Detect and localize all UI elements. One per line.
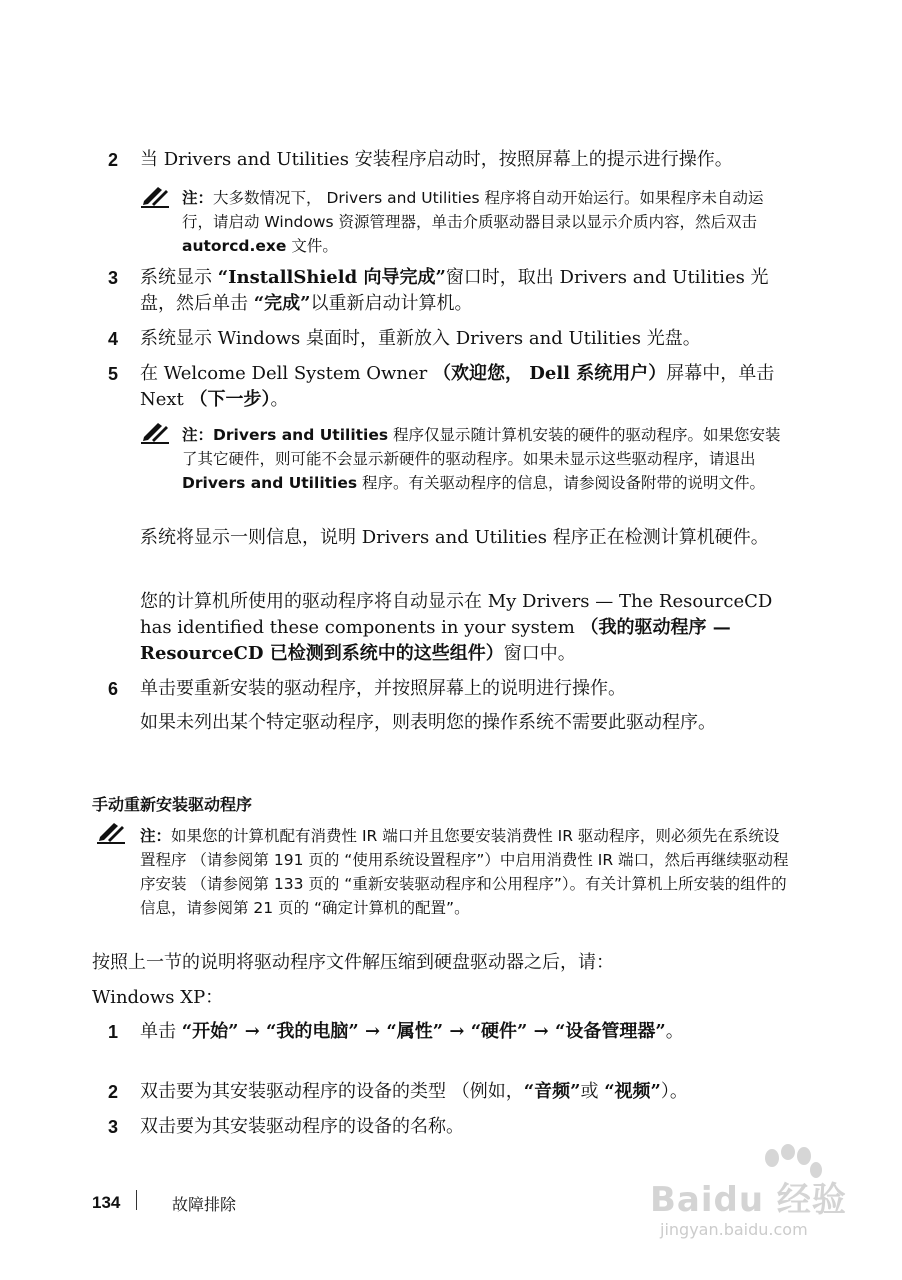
text: 屏幕中，单击 Next [140,363,775,410]
text: 窗口时，取出 Drivers and Utilities 光盘，然后单击 [140,267,769,314]
text: 双击要为其安装驱动程序的设备的类型 （例如， [140,1081,524,1102]
note-pencil-icon [140,186,170,208]
note-step-5 [182,423,792,495]
note-step-2 [182,186,792,258]
note-filename: autorcd.exe [182,237,287,255]
step-number: 3 [108,268,119,288]
text: 以重新启动计算机。 [310,293,473,314]
xp-step-3: 双击要为其安装驱动程序的设备的名称。 [140,1116,464,1137]
note-label: 注： [182,426,214,444]
note-text: 如果您的计算机配有消费性 IR 端口并且您要安装消费性 IR 驱动程序，则必须先在系统设置程序 （请参阅第 191 页的 “使用系统设置程序”）中启用消费性 IR 端口，然后再继续驱动程序安装 （请参阅第 133 页的 “重新安装驱动程序和公用程序”）。有关计算机上所安装的组件的信息，请参阅第 21 页的 “确定计算机的配置”。 [140,827,789,917]
note-text: 程序仅显示随计算机安装的硬件的驱动程序。如果您安装了其它硬件，则可能不会显示新硬件的驱动程序。如果未显示这些驱动程序，请退出 [182,426,781,468]
text: 窗口中。 [503,643,576,664]
step-number: 1 [108,1022,119,1042]
text: 。 [665,1021,684,1042]
text: 。 [270,389,289,410]
text: ）。 [660,1081,688,1102]
watermark [640,1140,860,1270]
footer-divider [136,1190,137,1210]
step-3-text [140,265,800,317]
xp-step-1 [140,1019,780,1045]
step-5-paragraph-1: 系统将显示一则信息，说明 Drivers and Utilities 程序正在检测计算机硬件。 [140,527,769,548]
note-text: 大多数情况下， Drivers and Utilities 程序将自动开始运行。如果程序未自动运行，请启动 Windows 资源管理器，单击介质驱动器目录以显示介质内容，然后双击 [182,189,764,231]
bold-text: （我的驱动程序 — ResourceCD 已检测到系统中的这些组件） [140,617,731,664]
text: 系统显示 [140,267,218,288]
note-text: 程序。有关驱动程序的信息，请参阅设备附带的说明文件。 [357,474,766,492]
bold-text: Drivers and Utilities [213,426,389,444]
bold-text: “InstallShield 向导完成” [217,267,446,288]
os-label: Windows XP： [92,987,224,1008]
step-number: 5 [108,364,119,384]
step-5-paragraph-2 [140,589,790,667]
page-number: 134 [92,1193,121,1212]
step-number: 6 [108,679,119,699]
step-2-text: 当 Drivers and Utilities 安装程序启动时，按照屏幕上的提示进行操作。 [140,149,733,170]
step-number: 3 [108,1117,119,1137]
footer-section-title: 故障排除 [172,1195,237,1214]
step-5-text [140,361,800,413]
note-manual [140,824,790,920]
bold-text: （下一步） [189,389,271,410]
step-6-text: 单击要重新安装的驱动程序，并按照屏幕上的说明进行操作。 [140,678,626,699]
note-tail: 文件。 [286,237,338,255]
text: 或 [580,1081,605,1102]
step-4-text: 系统显示 Windows 桌面时，重新放入 Drivers and Utilities 光盘。 [140,328,701,349]
bold-text: “视频” [604,1081,661,1102]
note-label: 注： [182,189,214,207]
text: 您的计算机所使用的驱动程序将自动显示在 My Drivers — The ResourceCD has identified these components in your system [140,591,773,638]
step-number: 2 [108,1082,119,1102]
xp-step-2 [140,1079,820,1105]
bold-text: （欢迎您， Dell 系统用户） [433,363,667,384]
note-pencil-icon [96,822,126,844]
text: 在 Welcome Dell System Owner [140,363,433,384]
step-6-paragraph: 如果未列出某个特定驱动程序，则表明您的操作系统不需要此驱动程序。 [140,712,716,733]
bold-text: “开始” → “我的电脑” → “属性” → “硬件” → “设备管理器” [181,1021,666,1042]
step-number: 4 [108,329,119,349]
section-heading: 手动重新安装驱动程序 [92,795,253,814]
bold-text: Drivers and Utilities [182,474,358,492]
note-label: 注： [140,827,172,845]
bold-text: “完成” [253,293,311,314]
text: 单击 [140,1021,182,1042]
step-number: 2 [108,150,119,170]
watermark-url: jingyan.baidu.com [660,1220,808,1239]
bold-text: “音频” [523,1081,581,1102]
note-pencil-icon [140,422,170,444]
intro-text: 按照上一节的说明将驱动程序文件解压缩到硬盘驱动器之后，请： [92,952,614,973]
watermark-logo: Baidu 经验 [650,1180,847,1220]
